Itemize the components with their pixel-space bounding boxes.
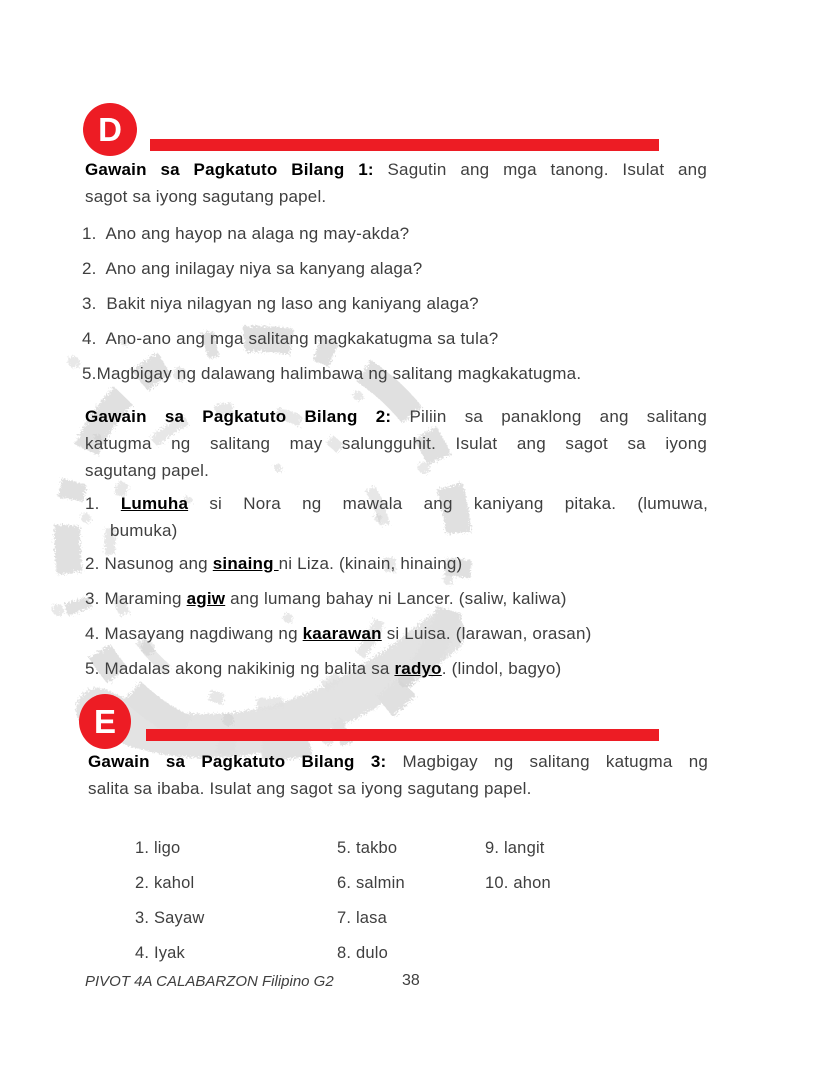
item-pre: Nasunog ang [99,554,213,573]
word-item: 8. dulo [337,944,388,962]
item-post: ang lumang bahay ni Lancer. (saliw, kaliwa) [225,589,567,608]
item-pre: Maraming [99,589,187,608]
gawain2-item-continuation: bumuka) [110,521,178,540]
word-item: 4. Iyak [135,944,186,962]
gawain2-heading [85,403,707,484]
section-e-badge [79,694,131,749]
gawain2-item-line1 [85,490,708,517]
item-pre [100,494,121,513]
item-number: 1. [85,494,100,513]
word-item: 10. ahon [485,874,551,892]
question-item: 2. Ano ang inilagay niya sa kanyang alaga? [82,259,423,278]
gawain3-word-list [135,831,695,971]
gawain2-title: Gawain sa Pagkatuto Bilang 2: [85,407,392,426]
item-pre: Madalas akong nakikinig ng balita sa [99,659,395,678]
item-number: 4. [85,624,100,643]
gawain1-instr-line1: Sagutin ang mga tanong. Isulat ang [373,160,707,179]
gawain2-instr-line1: Piliin sa panaklong ang salitang [391,407,707,426]
section-e-letter: E [93,702,116,740]
word-item: 3. Sayaw [135,909,205,927]
item-post: si Luisa. (larawan, orasan) [381,624,592,643]
item-number: 5. [85,659,100,678]
question-item: 4. Ano-ano ang mga salitang magkakatugma sa tula? [82,329,499,348]
underlined-word: radyo [394,659,442,678]
question-item: 1. Ano ang hayop na alaga ng may-akda? [82,224,410,243]
word-item: 9. langit [485,839,545,857]
gawain3-heading [88,748,708,802]
word-column-1 [135,831,337,971]
item-post: si Nora ng mawala ang kaniyang pitaka. (lumuwa, [188,494,708,513]
page-number: 38 [402,972,420,989]
gawain2-item [85,490,708,544]
gawain1-heading-line1 [85,156,707,183]
gawain2-instr-line2: katugma ng salitang may salungguhit. Isulat ang sagot sa iyong [85,434,707,453]
section-d-letter: D [98,110,122,148]
item-post: ni Liza. (kinain, hinaing) [278,554,463,573]
item-number: 2. [85,554,100,573]
word-item: 5. takbo [337,839,398,857]
gawain2-items [85,490,708,690]
word-item: 6. salmin [337,874,405,892]
gawain2-item [85,550,708,577]
section-d-divider [150,139,659,151]
gawain2-item [85,585,708,612]
question-item: 3. Bakit niya nilagyan ng laso ang kaniyang alaga? [82,294,479,313]
word-item: 1. ligo [135,839,181,857]
gawain3-instr-line2: salita sa ibaba. Isulat ang sagot sa iyong sagutang papel. [88,779,532,798]
underlined-word: agiw [186,589,226,608]
gawain1-instr-line2: sagot sa iyong sagutang papel. [85,187,327,206]
gawain3-title: Gawain sa Pagkatuto Bilang 3: [88,752,387,771]
item-number: 3. [85,589,100,608]
underlined-word: Lumuha [120,494,189,513]
gawain1-questions [82,216,722,391]
underlined-word: sinaing [212,554,279,573]
footer-module-label: PIVOT 4A CALABARZON Filipino G2 [85,973,334,990]
section-e-divider [146,729,659,741]
word-column-3 [485,831,551,971]
underlined-word: kaarawan [302,624,382,643]
word-column-2 [337,831,485,971]
gawain2-instr-line3: sagutang papel. [85,461,209,480]
word-item: 7. lasa [337,909,388,927]
gawain1-title: Gawain sa Pagkatuto Bilang 1: [85,160,374,179]
question-item: 5.Magbigay ng dalawang halimbawa ng salitang magkakatugma. [82,364,582,383]
section-d-badge [83,103,137,156]
gawain1-heading [85,156,707,210]
gawain2-item [85,620,708,647]
item-post: . (lindol, bagyo) [441,659,562,678]
item-pre: Masayang nagdiwang ng [99,624,303,643]
word-item: 2. kahol [135,874,195,892]
gawain2-item [85,655,708,682]
gawain2-heading-line1 [85,403,707,430]
gawain3-heading-line1 [88,748,708,775]
gawain3-instr-line1: Magbigay ng salitang katugma ng [386,752,709,771]
